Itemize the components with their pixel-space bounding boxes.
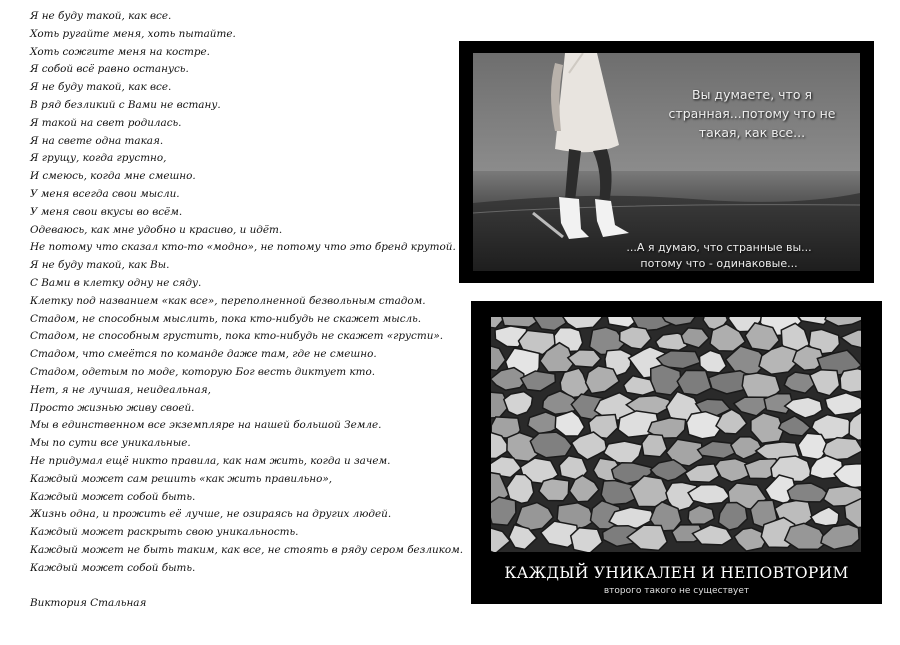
poem-line: И смеюсь, когда мне смешно. — [30, 170, 196, 183]
poem-line: Нет, я не лучшая, неидеальная, — [30, 383, 211, 396]
poem-line: Каждый может собой быть. — [30, 561, 196, 574]
poem-line: Я собой всё равно останусь. — [30, 63, 189, 76]
poem-line: Каждый может собой быть. — [30, 490, 196, 503]
poem-line: Не придумал ещё никто правила, как нам жить, когда и зачем. — [30, 454, 391, 467]
poem-line: Хоть сожгите меня на костре. — [30, 45, 210, 58]
stone-shape — [840, 369, 861, 393]
poster-subtitle: второго такого не существует — [603, 586, 750, 596]
poem-line: Стадом, что смеётся по команде даже там, где не смешно. — [30, 348, 377, 361]
poem-line: Каждый может сам решить «как жить правильно», — [30, 472, 333, 485]
poem-line: Просто жизнью живу своей. — [30, 401, 195, 414]
caption-bottom — [569, 240, 869, 272]
stones-photo — [491, 317, 861, 552]
caption-bottom-line: потому что - одинаковые... — [640, 257, 798, 270]
poem-line: Одеваюсь, как мне удобно и красиво, и идёт. — [30, 223, 283, 236]
stone-shape — [677, 370, 711, 395]
poem-line: Каждый может не быть таким, как все, не стоять в ряду сером безликом. — [30, 543, 464, 556]
poem-line: Стадом, не способным грустить, пока кто-нибудь не скажет «грусти». — [30, 330, 444, 343]
poem-line: Я грущу, когда грустно, — [30, 152, 167, 165]
stone-shape — [601, 481, 636, 506]
stone-shape — [642, 434, 667, 457]
poem-line: Хоть ругайте меня, хоть пытайте. — [30, 27, 236, 40]
poster-girl-shore — [459, 41, 874, 283]
poem-line: Мы по сути все уникальные. — [30, 437, 191, 450]
poem-line: В ряд безликий с Вами не встану. — [30, 98, 221, 111]
poem-line: Я такой на свет родилась. — [30, 116, 182, 129]
poem-author: Виктория Стальная — [30, 597, 147, 610]
poem-line: Я не буду такой, как все. — [30, 10, 172, 22]
poem-line: Каждый может раскрыть свою уникальность. — [30, 526, 299, 539]
poster-stones — [471, 301, 882, 604]
poem-line: Стадом, не способным мыслить, пока кто-нибудь не скажет мысль. — [30, 312, 422, 325]
poem-line: С Вами в клетку одну не сяду. — [30, 276, 202, 289]
poem-line: Клетку под названием «как все», переполненной безвольным стадом. — [30, 294, 426, 307]
poem-line: Я не буду такой, как Вы. — [30, 259, 170, 272]
poem-line: Не потому что сказал кто-то «модно», не потому что это бренд крутой. — [30, 241, 456, 254]
poster-title: КАЖДЫЙ УНИКАЛЕН И НЕПОВТОРИМ — [504, 564, 849, 582]
poem-line: Мы в единственном все экземпляре на нашей большой Земле. — [30, 419, 382, 432]
caption-bottom-line: ...А я думаю, что странные вы... — [626, 241, 812, 254]
caption-top-line: Вы думаете, что я — [692, 87, 812, 102]
caption-top-line: странная...потому что не — [668, 106, 836, 121]
poem — [30, 8, 464, 613]
poem-line: Я на свете одна такая. — [30, 134, 164, 147]
caption-top — [627, 85, 877, 142]
poem-line: Я не буду такой, как все. — [30, 81, 172, 94]
caption-top-line: такая, как все... — [698, 125, 806, 140]
poem-line: У меня свои вкусы во всём. — [30, 205, 183, 218]
poem-line: Стадом, одетым по моде, которую Бог весть диктует кто. — [30, 365, 376, 378]
poem-line: Жизнь одна, и прожить её лучше, не озираясь на других людей. — [30, 508, 392, 521]
poem-line: У меня всегда свои мысли. — [30, 187, 180, 200]
